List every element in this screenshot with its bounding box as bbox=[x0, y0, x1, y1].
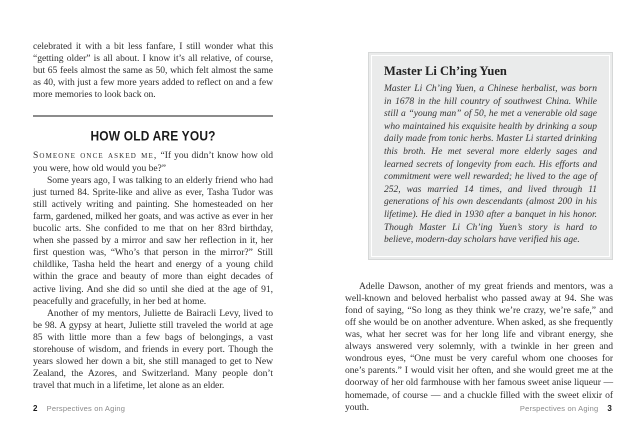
section-opening-paragraph bbox=[33, 150, 273, 174]
section-divider bbox=[33, 115, 273, 117]
sidebar-box bbox=[368, 52, 613, 260]
right-page-footer bbox=[520, 404, 612, 413]
right-running-title: Perspectives on Aging bbox=[519, 404, 599, 413]
section-heading bbox=[33, 128, 273, 143]
opening-paragraph-rest: “If you didn’t know how old you were, how old would you be?” bbox=[33, 150, 274, 174]
left-paragraph-continuation: celebrated it with a bit less fanfare, I still wonder what this “getting older” is all about. I know it’s all relative, of course, but 65 feels almost the same as 50, which felt almost the same as 40, with just a few more years added to reflect on and a few more memories to look back on. bbox=[33, 41, 273, 101]
section-heading-text: HOW OLD ARE YOU? bbox=[90, 127, 216, 145]
left-page bbox=[33, 41, 273, 392]
juliette-levy-paragraph: Another of my mentors, Juliette de Bairacli Levy, lived to be 98. A gypsy at heart, Juliette still traveled the world at age 85 with little more than a few bags of belongings, a vast storehouse of wisdom, and friends in every port. Though the years slowed her down a bit, she still managed to get to New Zealand, the Azores, and Switzerland. Many people don’t travel that much in a lifetime, let alone as an elder. bbox=[33, 307, 273, 392]
sidebar-body-text: Master Li Ch’ing Yuen, a Chinese herbalist, was born in 1678 in the hill country of southwest China. While still a “young man” of 50, he met a venerable old sage who maintained his exquisite health by drinking a soup daily made from tonic herbs. Master Li started drinking this broth. He met several more elderly sages and learned secrets of longevity from each. His efforts and commitment were well rewarded; he lived to the age of 252, was married 14 times, and lived through 11 generations of his own descendants (almost 200 in his lifetime). He died in 1930 after a banquet in his honor. Though Master Li Ch’ing Yuen’s story is hard to believe, modern-day scholars have verified his age. bbox=[384, 84, 597, 246]
right-page bbox=[345, 52, 613, 414]
sidebar-title: Master Li Ch’ing Yuen bbox=[384, 64, 507, 78]
small-caps-lead: Someone once asked me, bbox=[33, 150, 158, 162]
left-running-title: Perspectives on Aging bbox=[46, 404, 126, 413]
left-page-footer bbox=[33, 404, 125, 413]
right-page-number: 3 bbox=[607, 404, 612, 413]
left-page-number: 2 bbox=[33, 404, 38, 413]
tasha-tudor-paragraph: Some years ago, I was talking to an elderly friend who had just turned 84. Sprite-like and alive as ever, Tasha Tudor was still actively writing and painting. She homesteaded on her farm, gardened, milked her goats, and was active as ever in her bucolic arts. She confided to me that on her 83rd birthday, when she passed by a mirror and saw her reflection in it, her first question was, “Who’s that person in the mirror?” Still childlike, Tasha held the heart and energy of a young child within the grace and beauty of more than eight decades of active living. And she did so until she died at the age of 91, peacefully and gracefully, in her bed at home. bbox=[33, 174, 273, 307]
adelle-dawson-paragraph: Adelle Dawson, another of my great friends and mentors, was a well-known and beloved herbalist who passed away at 94. She was fond of saying, “So long as they think we’re crazy, we’re safe,” and off she would be on another adventure. When asked, as she frequently was, what her secret was for her long life and vibrant energy, she always answered very solemnly, with a twinkle in her green and wondrous eyes, “One must be very careful whom one chooses for one’s parents.” I would visit her often, and she would greet me at the doorway of her old farmhouse with her famous sweet anise liqueur — homemade, of course — and a chuckle filled with the sweet elixir of youth. bbox=[345, 280, 613, 413]
